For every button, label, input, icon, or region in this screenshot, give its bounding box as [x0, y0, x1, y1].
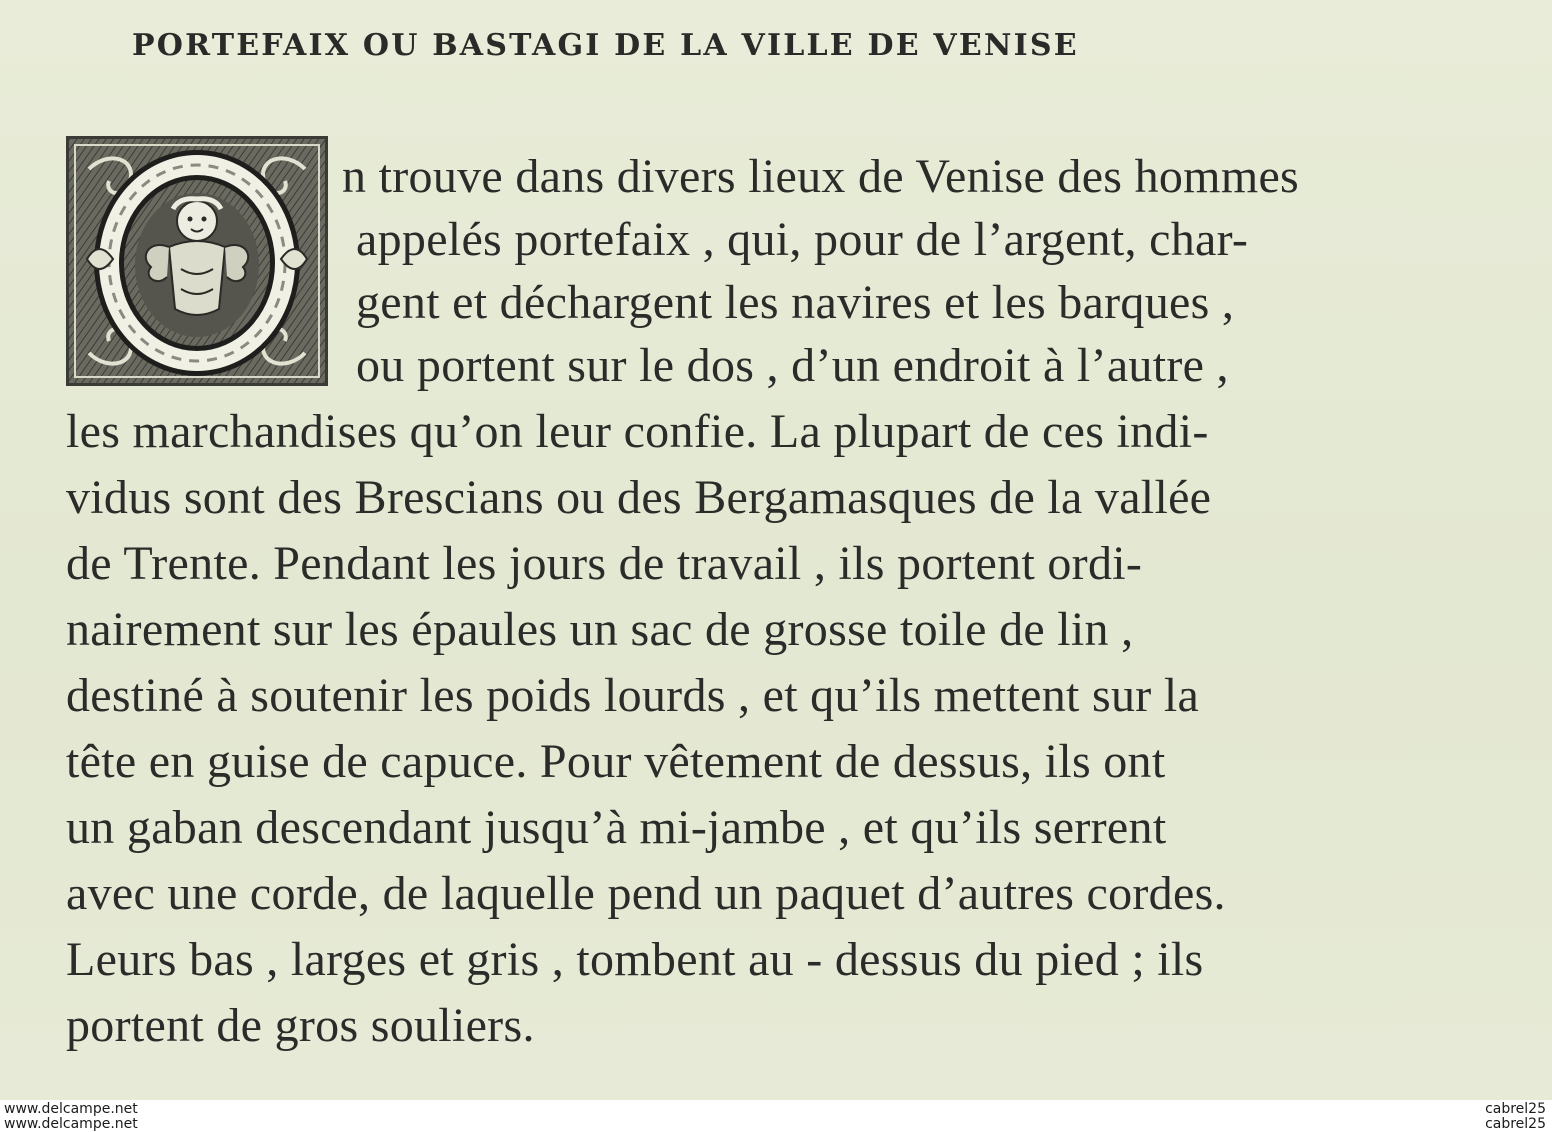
watermark-site-bottom: www.delcampe.net	[4, 1116, 138, 1132]
text-line-13: Leurs bas , larges et gris , tombent au - dessus du pied ; ils	[66, 933, 1204, 986]
text-line-10: tête en guise de capuce. Pour vêtement de dessus, ils ont	[66, 735, 1166, 788]
text-line-9: destiné à soutenir les poids lourds , et qu’ils mettent sur la	[66, 669, 1200, 722]
page-title: PORTEFAIX OU BASTAGI DE LA VILLE DE VENISE	[132, 28, 1079, 63]
text-line-7: de Trente. Pendant les jours de travail , ils portent ordi-	[66, 537, 1143, 590]
text-line-12: avec une corde, de laquelle pend un paquet d’autres cordes.	[66, 867, 1226, 920]
text-line-1: n trouve dans divers lieux de Venise des hommes	[342, 150, 1300, 203]
watermark-user-bottom: cabrel25	[1485, 1116, 1546, 1132]
text-line-3: gent et déchargent les navires et les barques ,	[356, 276, 1235, 329]
text-line-2: appelés portefaix , qui, pour de l’argent, char-	[356, 213, 1249, 266]
text-line-5: les marchandises qu’on leur confie. La plupart de ces indi-	[66, 405, 1209, 458]
text-line-8: nairement sur les épaules un sac de grosse toile de lin ,	[66, 603, 1134, 656]
ornament-letter-o-icon	[69, 139, 325, 383]
text-line-4: ou portent sur le dos , d’un endroit à l’autre ,	[356, 339, 1229, 392]
watermark-user-top: cabrel25	[1485, 1101, 1546, 1117]
text-line-14: portent de gros souliers.	[66, 999, 535, 1052]
watermark-footer	[0, 1100, 1552, 1132]
text-line-6: vidus sont des Brescians ou des Bergamasques de la vallée	[66, 471, 1212, 524]
ornamental-drop-cap	[66, 136, 328, 386]
text-line-11: un gaban descendant jusqu’à mi-jambe , et qu’ils serrent	[66, 801, 1167, 854]
watermark-site-top: www.delcampe.net	[4, 1101, 138, 1117]
